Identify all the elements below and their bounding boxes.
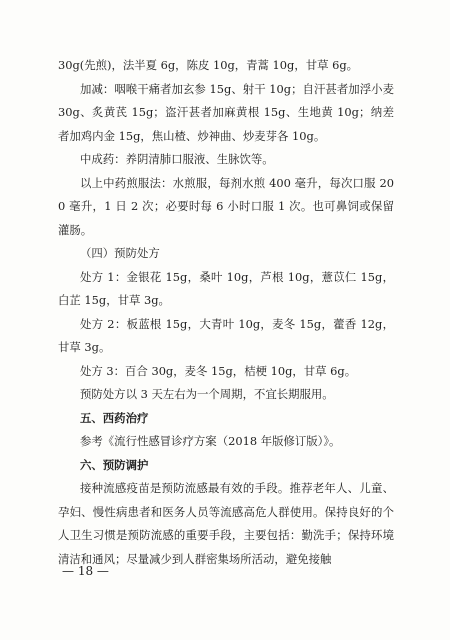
prevention-subheading: （四）预防处方 — [80, 246, 160, 260]
modification-paragraph: 加减：咽喉干痛者加玄参 15g、射干 10g；自汗甚者加浮小麦 30g、炙黄芪 15g；盗汗甚者加麻黄根 15g、生地黄 10g；纳差者加鸡内金 15g，焦山楂、炒神曲、炒麦芽各 10g。 — [58, 81, 394, 143]
herb-dosage-continuation: 30g(先煎)，法半夏 6g，陈皮 10g，青蒿 10g，甘草 6g。 — [58, 58, 359, 72]
vaccination-paragraph: 接种流感疫苗是预防流感最有效的手段。推荐老年人、儿童、孕妇、慢性病患者和医务人员等流感高危人群使用。保持良好的个人卫生习惯是预防流感的重要手段，主要包括：勤洗手；保持环境清洁和通风；尽量减少到人群密集场所活动，避免接触 — [58, 481, 394, 566]
prevention-cycle-note: 预防处方以 3 天左右为一个周期，不宜长期服用。 — [80, 387, 334, 401]
decoction-method-paragraph: 以上中药煎服法：水煎服，每剂水煎 400 毫升，每次口服 200 毫升，1 日 2 次；必要时每 6 小时口服 1 次。也可鼻饲或保留灌肠。 — [58, 175, 394, 237]
page-number: — 18 — — [62, 564, 109, 578]
reference-paragraph: 参考《流行性感冒诊疗方案（2018 年版修订版）》。 — [80, 434, 341, 448]
patent-medicine-paragraph: 中成药：养阴清肺口服液、生脉饮等。 — [80, 152, 274, 166]
prescription-2: 处方 2：板蓝根 15g，大青叶 10g，麦冬 15g，藿香 12g，甘草 3g。 — [58, 316, 394, 354]
prescription-3: 处方 3：百合 30g，麦冬 15g，桔梗 10g，甘草 6g。 — [80, 363, 357, 378]
section-heading-western-medicine: 五、西药治疗 — [80, 410, 149, 425]
prescription-1: 处方 1：金银花 15g，桑叶 10g，芦根 10g，薏苡仁 15g，白芷 15g，甘草 3g。 — [58, 269, 394, 307]
section-heading-prevention: 六、预防调护 — [80, 457, 149, 472]
page-body — [58, 54, 394, 571]
